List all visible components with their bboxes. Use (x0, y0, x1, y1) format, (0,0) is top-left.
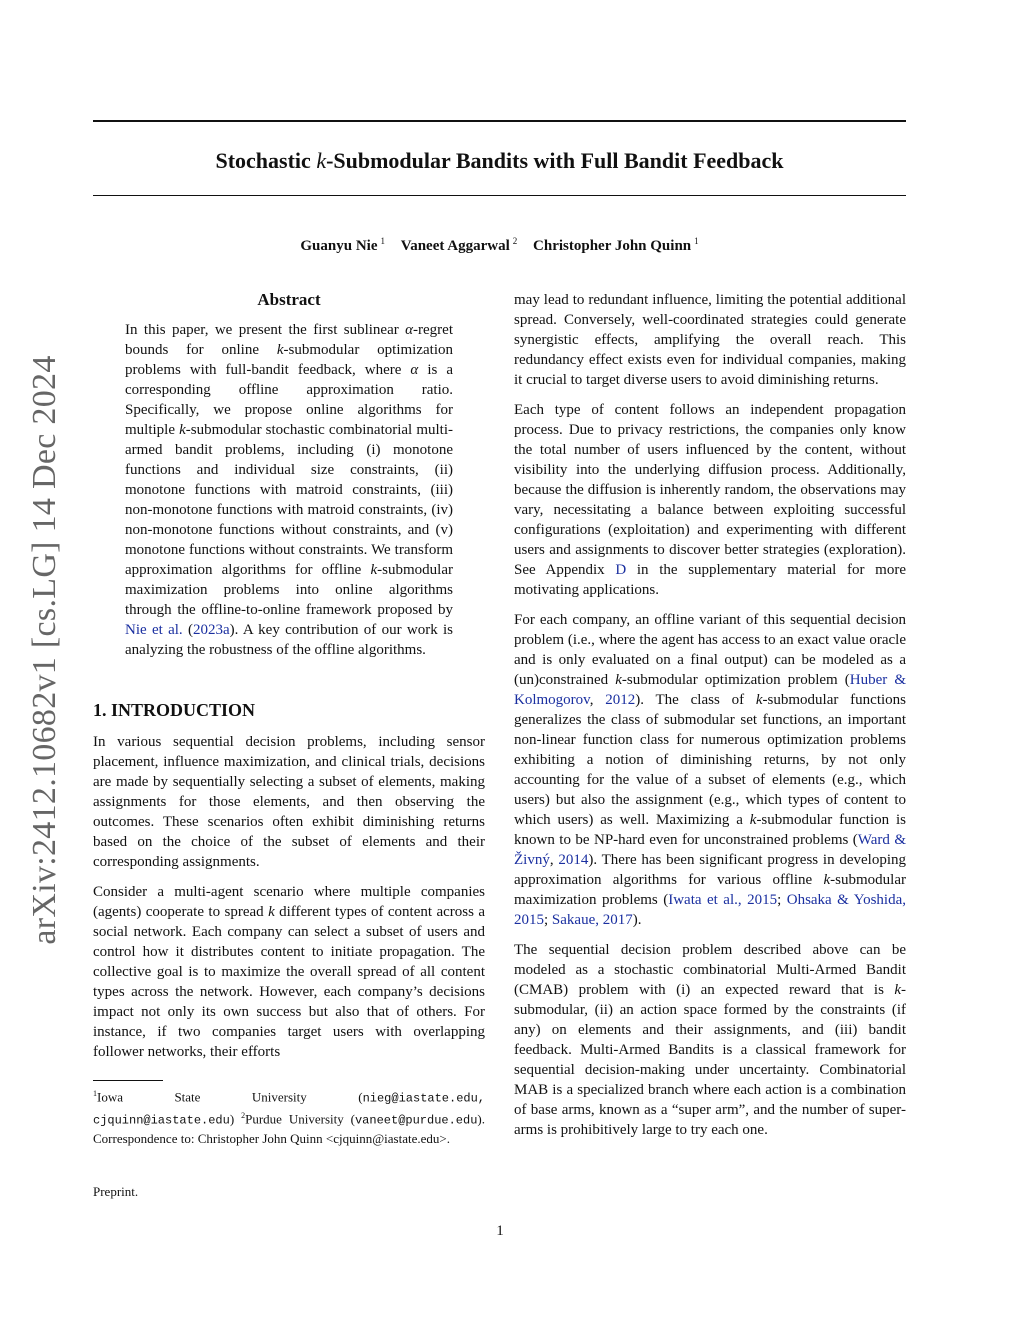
citation-link[interactable]: Huber & Kolmogorov (514, 672, 906, 708)
abstract-body: In this paper, we present the first sublinear α-regret bounds for online k-submodular optimization problems with full-bandit feedback, where α is a corresponding offline approximation ratio. Specifically, we propose online algorithms for multiple k-submodular stochastic combinatorial multi-armed bandit problems, including (i) monotone functions and individual size constraints, (ii) monotone functions with matroid constraints, (iii) non-monotone functions with matroid constraints, (iv) non-monotone functions without constraints, and (v) monotone functions without constraints. We transform approximation algorithms for offline k-submodular maximization problems into online algorithms through the offline-to-online framework proposed by Nie et al. (2023a). A key contribution of our work is analyzing the robustness of the offline algorithms. (125, 322, 454, 658)
title-bottom-rule (93, 195, 906, 196)
paragraph: The sequential decision problem described above can be modeled as a stochastic combinatorial Multi-Armed Bandit (CMAB) problem with (i) an expected reward that is k-submodular, (ii) an action space formed by the constraints (if any) on elements and their assignments, and (iii) bandit feedback. Multi-Armed Bandits is a classical framework for sequential decision-making under uncertainty. Combinatorial MAB is a specialized branch where each action is a combination of base arms, known as a “super arm”, and the number of super-arms is prohibitively large to try each one. (514, 942, 906, 1138)
paper-title: Stochastic k-Submodular Bandits with Full Bandit Feedback (215, 148, 784, 173)
citation-link[interactable]: Ward & Živný (514, 832, 906, 868)
paragraph: For each company, an offline variant of this sequential decision problem (i.e., where the agent has access to an exact value oracle and is only evaluated on a final output) can be modeled as a (un)constrained k-submodular optimization problem (Huber & Kolmogorov, 2012). The class of k-submodular functions generalizes the class of submodular set functions, an important non-linear function class for numerous optimization problems exhibiting a notion of diminishing returns, by not only accounting for the value of a subset of elements (e.g., which users) but also the assignment (e.g., which types of content to which users) as well. Maximizing a k-submodular function is known to be NP-hard even for unconstrained problems (Ward & Živný, 2014). There has been significant progress in developing approximation algorithms for various offline k-submodular maximization problems (Iwata et al., 2015; Ohsaka & Yoshida, 2015; Sakaue, 2017). (514, 612, 907, 928)
citation-link[interactable]: 2023a (192, 622, 230, 638)
email-address[interactable]: vaneet@purdue.edu (354, 1113, 478, 1128)
citation-link[interactable]: Sakaue, 2017 (551, 912, 633, 928)
citation-link[interactable]: 2014 (558, 852, 589, 868)
appendix-link[interactable]: D (615, 562, 627, 578)
citation-link[interactable]: 2012 (605, 692, 636, 708)
right-column (514, 290, 906, 1150)
author: Christopher John Quinn $^1$ (533, 236, 699, 254)
top-rule (93, 120, 906, 122)
author: Guanyu Nie $^1$ (300, 236, 385, 254)
email-address[interactable]: nieg@iastate.edu, cjquinn@iastate.edu (93, 1091, 485, 1128)
left-column (93, 288, 485, 1147)
paragraph: may lead to redundant influence, limiting the potential additional spread. Conversely, well-coordinated strategies could generate synergistic effects, amplifying the overall reach. This redundancy effect exists even for individual companies, making it crucial to target diverse users to avoid diminishing returns. (514, 292, 906, 388)
author-list (93, 230, 906, 257)
page-number: 1 (496, 1223, 504, 1239)
section-heading-introduction: 1. INTRODUCTION (93, 700, 256, 720)
footnote: $^1$Iowa State University (nieg@iastate.edu, cjquinn@iastate.edu) $^2$Purdue University (vaneet@purdue.edu). Correspondence to: Christopher John Quinn <cjquinn@iastate.edu>. (93, 1089, 485, 1146)
preprint-label: Preprint. (93, 1184, 139, 1199)
arxiv-identifier: arXiv:2412.10682v1 [cs.LG] 14 Dec 2024 (26, 355, 63, 945)
author: Vaneet Aggarwal $^2$ (400, 236, 518, 254)
paragraph: Consider a multi-agent scenario where multiple companies (agents) cooperate to spread k different types of content across a social network. Each company can select a subset of users and control how it distributes content to initiate propagation. The collective goal is to maximize the overall spread of all content types across the network. However, each company’s decisions impact not only its own success but also that of others. For instance, if two companies target users with overlapping follower networks, their efforts (93, 884, 485, 1060)
abstract-heading: Abstract (257, 290, 321, 309)
paragraph: Each type of content follows an independent propagation process. Due to privacy restrictions, the companies only know the total number of users influenced by the content, without visibility into the underlying diffusion process. Additionally, because the diffusion is inherently random, the observations may vary, necessitating a balance between exploiting successful configurations (exploitation) and experimenting with different users and assignments to discover better strategies (exploration). See Appendix D in the supplementary material for more motivating applications. (514, 402, 906, 598)
citation-link[interactable]: Ohsaka & Yoshida, 2015 (514, 892, 906, 928)
footnote-rule (93, 1080, 163, 1081)
citation-link[interactable]: Nie et al. (125, 622, 183, 638)
citation-link[interactable]: Iwata et al., 2015 (668, 892, 778, 908)
paragraph: In various sequential decision problems, including sensor placement, influence maximization, and clinical trials, decisions are made by sequentially selecting a subset of elements, making assignments for those elements, and then observing the outcomes. These scenarios often exhibit diminishing returns based on the choice of the subset of elements and their corresponding assignments. (93, 734, 485, 870)
